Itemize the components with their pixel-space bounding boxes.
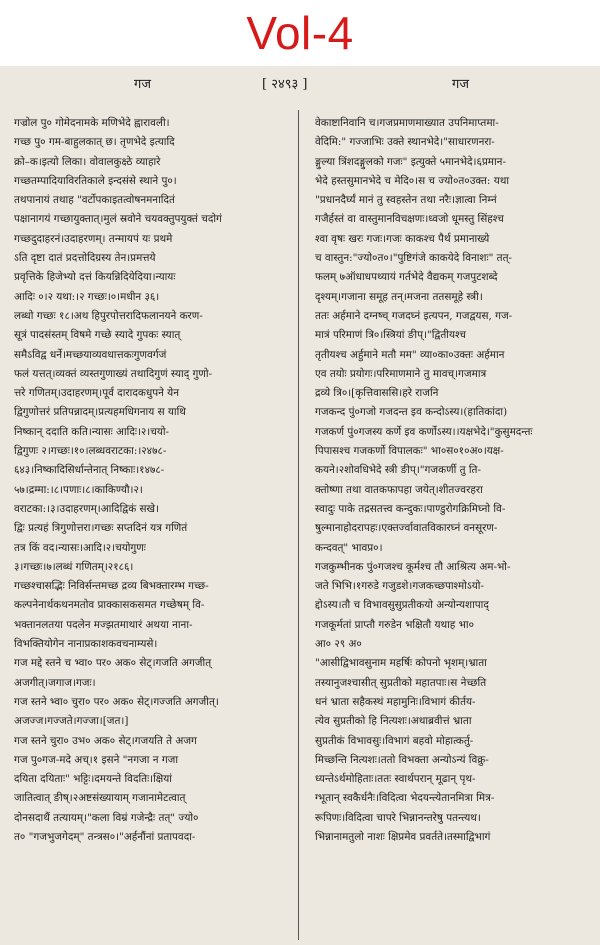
text-line: गज स्तने भ्वा० चुरा० पर० अक० सेट्।गज्जति अगजीत्। xyxy=(14,695,219,708)
text-line: तथपानायं तथाह "वर्टोपकाइतत्वोषनमनादितं xyxy=(14,194,175,207)
text-line: गच्छदुदाहरनं।उदाहरणम्। तन्मायपं यः प्रथमे xyxy=(14,232,173,245)
text-line: भेदे हस्तसुमानभेदे च मेदि०।स च ज्यो०त०उक्त: यथा xyxy=(315,174,510,187)
text-line: त्येव सुप्रतीको हि नित्यशः।अथाब्रवीत्तं भ्राता xyxy=(315,715,472,728)
text-line: ध्यन्तेऽर्थमोहिताः।ततः स्वार्थपरान् मूढान् पृथ- xyxy=(315,773,476,786)
volume-label: Vol-4 xyxy=(246,7,354,59)
text-line: च वास्तुन:"ज्यो०त०।"पुष्टिगंजे काकयेदे विनाशः" तत्- xyxy=(315,252,513,265)
text-line: "प्रधानदैर्घ्यं मानं तु स्वहस्तेन तथा नरैः।ज्ञात्वा निम्नं xyxy=(315,194,497,207)
running-header xyxy=(0,74,600,96)
text-line: रूपिणः।विदित्वा चापरे भिन्नानन्तरेषु पतन्त्यथ। xyxy=(315,811,481,824)
text-line: फलम् ७ऑधाधपथ्यायं गर्तभेदे वैद्यकम् गजपुटशब्दे xyxy=(315,271,498,284)
text-line: वेकाष्टानिवानि च।गजप्रमाणमाख्यात उपनिमाप्तमा- xyxy=(315,117,499,129)
text-line: प्रवृत्तिके हिजेभ्यो दत्तं कियन्निदियेदिया।न्यायः xyxy=(14,271,176,284)
page-number: [ २४९३ ] xyxy=(262,77,308,92)
text-line: सूत्रं पादसंस्तम् विषमे गच्छे स्यादे गुपकः स्यात् xyxy=(14,329,181,342)
text-line: क्रो–क।इत्यो लिका। वोवालकुक्ष्ठे व्याहारे xyxy=(14,155,161,168)
text-line: जते भिभि।१गरुडे गजुडशे।गजकच्छपाश्मोऽयो- xyxy=(315,580,484,593)
text-line: विभक्तियोगेन नानाप्रकाशकवचनाम्यसे। xyxy=(14,638,158,651)
text-line: द्विगुणोत्तरं प्रतिपन्नादम्।प्रत्यहमधिगनाय स याथि xyxy=(14,406,186,419)
text-line: द्विः प्रत्यहं त्रिगुणोत्तरा।गच्छः सप्तदिनं यत्र गणितं xyxy=(14,522,188,535)
text-line: गच्छ पु० गम-बाहुलकात् छ। तृणभेदे इत्यादि xyxy=(14,136,175,149)
text-line: अजगीत्।जगाज।गजः। xyxy=(14,676,96,689)
text-line: तृतीयश्च अर्हुमाने मतौ मम" व्या०का०उक्तः अर्हमान xyxy=(315,348,505,361)
text-line: ६४३।निष्कादिसिर्धान्तेनात् निष्काः।१४७८- xyxy=(14,464,165,477)
text-line: कयने।२शोवधिभेदे स्त्री ङीप्।"गजकर्णी तु ति- xyxy=(315,464,481,477)
text-line: एव तयोः प्रयोगः।परिमाणमाने तु मावच्।गजमात्र xyxy=(315,367,487,380)
text-line: गज पु०गज-मदे अच्।१ इसने "नगजा न गजा xyxy=(14,753,179,766)
text-line: तस्यानुजश्चासीत् सुप्रतीको महातपाः।स नेच्छति xyxy=(315,676,487,689)
text-line: भिन्नानामतुलो नाशः क्षिप्रमेव प्रवर्तते।तस्माद्विभागं xyxy=(315,830,491,843)
text-line: पिपासश्च गजकर्णो विपालकः" भा०स०१०अ०।यक्ष- xyxy=(315,445,504,458)
text-line: तत्र किं वद।न्यासः।आदि।२।चयोगुणः xyxy=(14,541,146,554)
volume-banner xyxy=(0,0,600,66)
text-line: द्विगुणः २।गच्छः।१०।लब्धवराटका:।२४७८- xyxy=(14,445,167,458)
text-line: अजज्ज।गज्जते।गज्जा।[जत।] xyxy=(14,715,129,728)
text-line: दयिता दयिताः" भट्टिः।दमयन्ते विदतिः।क्षियां xyxy=(14,773,172,786)
text-line: धनं भ्राता सहैकस्थं महामुनिः।विभागं कीर्तय- xyxy=(315,695,476,708)
scanned-page xyxy=(0,66,600,945)
text-line: गजैर्हस्तं वा वास्तुमानविचक्षणः।ध्वजो धूमस्तु सिंहश्च xyxy=(315,213,504,226)
text-line: "आसीद्विभावसुनाम महर्षिः कोपनो भृशम्।भ्राता xyxy=(315,657,487,670)
text-line: आदिः ०।२ यथा:।२ गच्छः।०।मधीन ३६। xyxy=(14,290,160,303)
text-line: गजकन्द पुं०गजो गजदन्त इव कन्दोऽस्य।(हातिकांदा) xyxy=(315,406,508,419)
text-line: द्रव्ये त्रि०।[कृत्तिवाससि।हरे राजनि xyxy=(315,387,439,400)
left-column xyxy=(14,114,289,847)
text-line: गजकूर्मतां प्राप्तौ गरुडेन भक्षितौ यथाह भा० xyxy=(315,618,475,631)
text-line: द्दोऽस्य।तौ च विभावसुसुप्रतीकयो अन्योन्यशापाद् xyxy=(315,599,489,612)
column-divider xyxy=(298,110,299,940)
text-line: गच्छतम्पादियाविरतिकाले इन्दसंसे स्थाने पु०। xyxy=(14,174,177,187)
text-line: ५७।द्रम्मा:।८।पणाः।८।काकिण्यौ।२। xyxy=(14,483,143,496)
text-line: क्तोष्णा तथा वातकफापहा जयेत्।शीतज्वरहरा xyxy=(315,483,483,496)
text-line: गज्रोल पु० गोमेदनामके मणिभेदे ह्वारावली। xyxy=(14,117,170,129)
text-line: लब्धो गच्छः १८।अथ हिपुरपोत्तरादिफलानयने करण- xyxy=(14,309,203,322)
text-line: जातित्वात् ङीष्।२अष्टसंख्यायाम् गजानामेटत्वात् xyxy=(14,792,186,805)
text-line: वेदिमि:" गज्जाभिः उक्ते स्थानभेदे।"साधारणनरा- xyxy=(315,136,495,149)
text-line: गज स्तने चुरा० उभ० अक० सेट्।गजयति ते अजग xyxy=(14,734,197,747)
text-line: कल्पनेनार्थकथनमतोव प्राक्कासकसमत गच्छेषम् वि- xyxy=(14,599,205,612)
text-line: श्वा वृषः खरः गजः।गजः काकश्च पैर्थ प्रमानाख्ये xyxy=(315,232,490,245)
header-left-word: गज xyxy=(134,77,151,92)
text-line: दोनसदाथैं तत्यायम्।"कला विम्रं गजेन्द्रैः तत्" ज्यो० xyxy=(14,811,199,824)
text-line: भक्तानलतया पदलेन मज्झतमाथारं अथया नाना- xyxy=(14,618,193,631)
text-line: ततः अर्हमाने दग्नष्च् गजदघ्नं इत्यपन, गजद्वयस, गज- xyxy=(315,309,513,322)
text-line: वराटका:।३।उदाहरणम्।आदिद्विकं सखे। xyxy=(14,502,159,515)
right-column xyxy=(315,114,587,847)
text-line: पक्षानागयं गच्छायुक्तात्।मुलं स्रवोने चयवक्तुपयुक्तं चदोगं xyxy=(14,213,222,226)
text-line: निष्कान् ददाति कति।न्यासः आदिः।२।चयो- xyxy=(14,425,170,438)
text-line: गजकर्ण पुं०गजस्य कर्णे इव कर्णोऽस्य।।यक्षभेदे।"कुसुमदन्तः xyxy=(315,425,533,438)
text-line: गज मद्दे स्तने च भ्वा० पर० अक० सेट्।गजति अगजीत् xyxy=(14,657,212,670)
text-line: ङ्गुल्या त्रिंशदङ्गुलको गजः" इत्युक्ते ५मानभेदे।६प्रमान- xyxy=(315,155,506,168)
text-line: मिच्छन्ति नित्यशः।ततो विभक्ता अन्योऽन्यं विक्रु- xyxy=(315,753,489,766)
text-line: गच्छश्चासद्भिः निविर्सन्तमच्छ द्रव्य बिभक्तारम्भ गच्छ- xyxy=(14,580,209,593)
text-line: कन्दवत्" भावप्र०। xyxy=(315,541,383,554)
text-line: त० "गजभुजगेदम्" तन्त्रस०।"अर्हनौंनां प्रतापवदा- xyxy=(14,830,196,843)
text-line: स्वादुः पाके तद्रसतत्त्व कन्दुकः।पाण्डुरोगक्रिमिघ्नो वि- xyxy=(315,502,506,515)
text-line: आ० २९ अ० xyxy=(315,638,362,651)
text-line: त्तरे गणितम्।उदाहरणम्।पूर्व दारादकधुपने येन xyxy=(14,387,179,400)
text-line: समैऽविद्व धर्ने।मच्छयाव्यवधात्तकःगुणवर्गजं xyxy=(14,348,167,361)
text-line: ग्भूतान् स्वकैर्धनैः।विदित्वा भेदयन्त्येतानमित्रा मित्र- xyxy=(315,792,495,805)
text-line: मात्रं परिमाणं त्रि०।स्त्रियां ङीप्।"द्वितीयश्च xyxy=(315,329,467,342)
text-line: ३।गच्छः।७।लब्धं गणितम्।२१८६। xyxy=(14,560,134,573)
text-line: षुल्मानाहोदरापहः।एक्तर्ज्वावातविकारघ्नं वनसूरण- xyxy=(315,522,498,535)
text-line: ऽति दृष्टा दातं प्रदत्तोदिग्रस्य तेन।प्रमत्तये xyxy=(14,252,156,265)
header-right-word: गज xyxy=(452,77,469,92)
text-line: दृश्यम्।गजाना समूह तन्।मजना ततसमूहे स्त्री। xyxy=(315,290,483,303)
text-line: गजकुम्भीनक पुं०गजश्च कूर्मश्च तौ आश्रित्य अम-भो- xyxy=(315,560,511,573)
text-line: सुप्रतीकं विभावसुः।विभागं बहवो मोहात्कर्तु- xyxy=(315,734,474,747)
text-line: फलं यत्तत्।व्यक्तं व्यस्तगुणाख्यं तथादिगुणं स्याद् गुणो- xyxy=(14,367,213,380)
